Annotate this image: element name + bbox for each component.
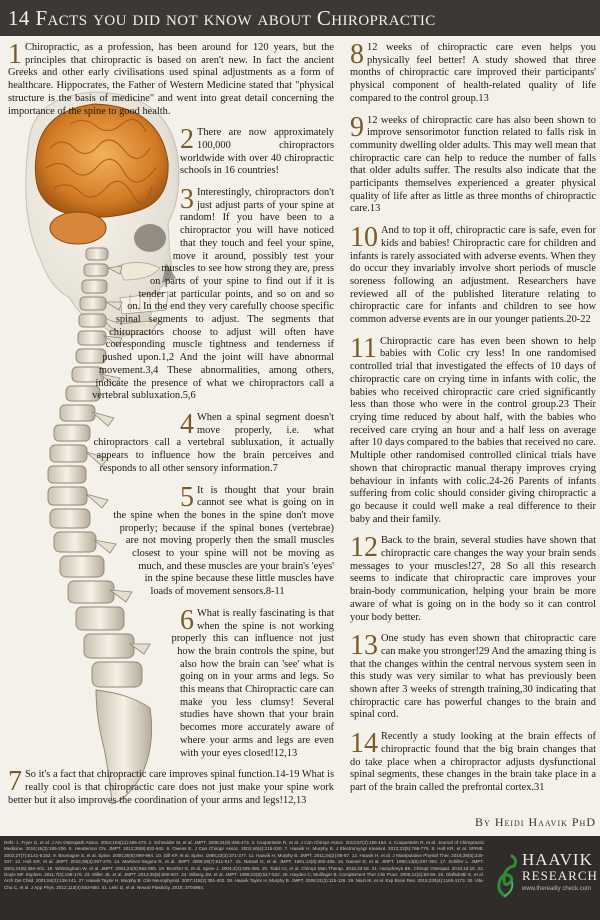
- fact-6: [8, 604, 334, 760]
- brand-url[interactable]: www.thereality check.com: [522, 886, 592, 892]
- fact-11: [350, 332, 596, 527]
- fact-9: [350, 111, 596, 217]
- fact-2: [8, 124, 334, 178]
- fact-number: 9: [350, 111, 364, 143]
- fact-3: [8, 184, 334, 403]
- fact-10: [350, 222, 596, 327]
- left-column: [8, 39, 334, 857]
- fact-text: What is really fascinating is that when the spine is not working properly this can influence not just how the brain controls the spine, but also how the brain can 'see' what is going on in your arms and legs. So this means that Chiropractic care can make you less clumsy! Several studies have shown that your brain becomes more accurately aware of where your arms and legs are even with your eyes closed!12,13: [171, 607, 334, 759]
- fact-7: [8, 766, 334, 807]
- fact-1: [8, 39, 334, 118]
- fact-text: When a spinal segment doesn't move properly, i.e. what chiropractors call a vertebral subluxation, it actually appears to influence how the brain perceives and responds to all other sensory information.7: [93, 411, 334, 474]
- fact-text: Recently a study looking at the brain effects of chiropractic found that the big brain changes that do take place when a chiropractor adjusts dysfunctional spinal segments, these changes in the brain take place in a part of the brain called the prefrontal cortex.31: [350, 731, 596, 793]
- fact-13: [350, 630, 596, 722]
- fact-text: Back to the brain, several studies have shown that chiropractic care changes the way your brain sends messages to your muscles!27, 28 So all this research seems to indicate that chiropractic care improves your brain-body communication, helping your brain be more aware of what is going on in the body so it can control your body better.: [350, 535, 596, 623]
- fact-14: [350, 728, 596, 795]
- page-title: 14 Facts you did not know about Chiropractic: [0, 0, 600, 36]
- fact-number: 14: [350, 728, 378, 760]
- fact-5: [8, 481, 334, 599]
- fact-text: Chiropractic, as a profession, has been around for 120 years, but the principles that chiropractic is based on aren't new. In fact the ancient Greeks and other early civilisations used spinal adjustments as a form of healthcare. Hippocrates, the Father of Western Medicine stated that "physical structure is the basis of medicine" and went into great detail concerning the importance of the spine to good health.: [8, 42, 334, 117]
- author-credit: By Heidi Haavik PhD: [475, 815, 596, 829]
- brand-name: HAAVIK: [522, 850, 593, 869]
- fact-number: 5: [180, 481, 194, 513]
- fact-text: One study has even shown that chiropractic care can make you stronger!29 And the amazing thing is that the changes within the central nervous system seen in this study was very similar to what has previously been shown after 3 weeks of strength training,30 indicating that chiropractic care has powerful changes to the brain and spinal cord.: [350, 633, 596, 721]
- fact-number: 10: [350, 222, 378, 254]
- fact-text: There are now approximately 100,000 chiropractors worldwide with over 40 chiropractic schools in 16 countries!: [180, 127, 334, 177]
- right-column: [350, 39, 596, 814]
- fact-text: And to top it off, chiropractic care is safe, even for kids and babies! Chiropractic care for children and infants is rarely associated with adverse events. When they do occur they invariably involve short periods of muscle soreness following an adjustment. Researchers have reviewed all of the published literature relating to chiropractic care for infants and children to see how common adverse events are in our younger patients.20-22: [350, 225, 596, 326]
- fact-text: It is thought that your brain cannot see what is going on in the spine when the bones in the spine don't move properly; because if the spinal bones (vertebrae) are not moving properly then the small muscles closest to your spine will not be moving as much, and these muscles are your brain's 'eyes' in the spine because these little muscles have loads of movement sensors.8-11: [113, 484, 334, 598]
- fact-number: 3: [180, 184, 194, 216]
- fact-number: 1: [8, 39, 22, 70]
- fact-number: 7: [8, 766, 22, 798]
- fact-text: 12 weeks of chiropractic care has also been shown to improve sensorimotor function related to falls risk in community dwelling older adults. This may well mean that chiropractic care can help to reduce the number of falls that older adults suffer. The results also indicate that the participants themselves experienced a greater physical quality of life after as little as three months of chiropractic care.13: [350, 114, 596, 215]
- fact-text: 12 weeks of chiropractic care even helps you physically feel better! A study showed that three months of chiropractic care improved their participants' physical component of health-related quality of life compared to the control group.13: [350, 42, 596, 104]
- fact-number: 4: [180, 408, 194, 440]
- spiral-logo-icon: [490, 850, 520, 900]
- fact-number: 13: [350, 630, 378, 662]
- fact-number: 8: [350, 39, 364, 70]
- fact-text: Interestingly, chiropractors don't just adjust parts of your spine at random! If you have been to a chiropractor you will have noticed that they touch and feel your spine, move it around, possibly test your muscles to see how strong they are, press on parts of your spine to find out if it is tender at particular points, and so on and so on. In the end they very carefully choose specific spinal segments to adjust. The segments that chiropractors choose to adjust will often have corresponding muscle tightness and tenderness if pushed upon.1,2 And the joint will have abnormal movement.3,4 These abnormalities, among others, indicate the presence of what we chiropractors call a vertebral subluxation.5,6: [92, 187, 334, 402]
- fact-8: [350, 39, 596, 106]
- fact-text: Chiropractic care has even been shown to help babies with Colic cry less! In one randomised controlled trial that investigated the effects of 10 days of chiropractic care on crying time in infants with colic, the babies who received chiropractic care cried significantly less than those who were in the control group.23 Their crying time reduced by about half, with the babies who received care crying an hour and a half less on average after 10 days compared to the babies that received no care. Multiple other randomised controlled clinical trials have shown that chiropractic manual therapy improves crying behaviour in infants with colic.24-26 Parents of infants suffering from colic should consider giving chiropractic a go because it could well make a real difference to their baby and their family.: [350, 335, 596, 525]
- fact-number: 11: [350, 332, 377, 364]
- fact-text: So it's a fact that chiropractic care improves spinal function.14-19 What is really cool is that chiropractic care does not just make your spine work better but it also improves the coordination of your arms and legs!12,13: [8, 769, 334, 806]
- brand-subtitle: RESEARCH: [522, 868, 598, 883]
- fact-number: 2: [180, 124, 194, 156]
- fact-number: 6: [180, 604, 194, 636]
- fact-4: [8, 408, 334, 476]
- footer: [0, 836, 600, 920]
- references: Refs: 1. Fryer G, et al. J Am Osteopath Assoc. 2004;104(11):465-473. 2. Schneider M, et al. JMPT. 2008;31(6):465-473. 3. Cooperstein R, et al. J Can Chiropr Assoc. 2013;57(2):156-164. 4. Cooperstein R, et al. Journal of Chiropractic Medicine. 2016;15(3):195-206. 5. Henderson CN. JMPT. 2012;35(8):632-642. 6. Owens E. J Can Chiropr Assoc. 2002;46(4):215-220. 7. Haavik H, Murphy B. J Electromyogr Kinesiol. 2012;22(5):768-776. 8. Holt KR, et al. SPINE. 2002;27(7):E141-E152. 9. Brumagne S, et al. Spine. 2000;25(8):989-994. 10. Gill KP, et al. Spine. 1998;23(3):371-377. 11. Haavik H, Murphy B. JMPT. 2011;34(2):88-97. 12. Haavik H, et al. J Manipulative Physiol Ther. 2016;39(5):330-337. 13. Holt KR, et al. JMPT. 2016;39(4):267-278. 14. Martinez-Segura R, et al. JMPT. 2006;29(7):511-517. 15. Nansel D, et al. JMPT. 1991;14(8):450-456. 16. Nansel D, et al. JMPT. 1990;13(6):297-304. 17. Schiller L. JMPT. 2001;24(6):394-401. 18. Whittingham W, et al. JMPT. 2001;24(9):552-555. 19. Bronfort G, et al. Spine J. 2004;4(3):335-356. 20. Todd AJ, et al. Chiropr Man Therap. 2015;23:18. 21. Humphreys BK. Chiropr Osteopat. 2010;18:16. 22. Doyle MF. Explore. 2011;7(3):168-176. 23. Miller JE, et al. JMPT. 2012;35(8):600-607. 24. Wiberg JM, et al. JMPT. 1999;22(8):517-522. 25. Hayden C, Mullinger B. Complement Ther Clin Pract. 2006;12(2):83-90. 26. Olafsdottir E, et al. Arch Dis Child. 2001;84(2):138-141. 27. Haavik Taylor H, Murphy B. Clin Neurophysiol. 2007;118(2):391-402. 28. Haavik Taylor H, Murphy B. JMPT. 2008;31(2):115-126. 29. Niazi IK, et al. Exp Brain Res. 2015;233(4):1165-1173. 30. Vila-Cha C, et al. J App Phys. 2012;113(4):653-660. 31. Lelic D, et al. Neural Plasticity. 2016; 3704964.: [4, 840, 484, 890]
- brand-logo-block: [488, 846, 596, 912]
- fact-number: 12: [350, 532, 378, 564]
- fact-12: [350, 532, 596, 624]
